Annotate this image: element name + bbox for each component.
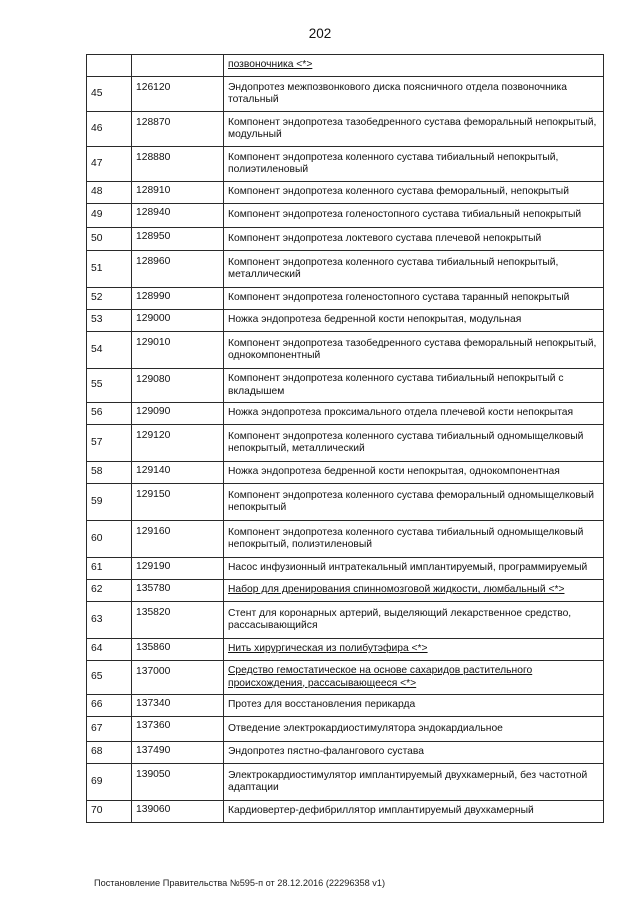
row-number: 47 [87, 147, 132, 182]
row-code: 129160 [132, 521, 224, 558]
row-number: 61 [87, 558, 132, 580]
row-item-name: Протез для восстановления перикарда [224, 695, 604, 717]
row-item-name: Набор для дренирования спинномозговой жидкости, люмбальный <*> [224, 580, 604, 602]
row-code: 135780 [132, 580, 224, 602]
row-number: 60 [87, 521, 132, 558]
row-item-name: Компонент эндопротеза коленного сустава тибиальный непокрытый, металлический [224, 251, 604, 288]
table-row [87, 182, 604, 204]
row-item-name: Компонент эндопротеза коленного сустава феморальный одномыщелковый непокрытый [224, 484, 604, 521]
row-code: 137000 [132, 661, 224, 695]
row-number: 55 [87, 369, 132, 403]
row-number: 59 [87, 484, 132, 521]
row-code: 129080 [132, 369, 224, 403]
table-row [87, 288, 604, 310]
table-row [87, 332, 604, 369]
row-item-name: Компонент эндопротеза коленного сустава тибиальный непокрытый, полиэтиленовый [224, 147, 604, 182]
table-row [87, 425, 604, 462]
row-code: 129140 [132, 462, 224, 484]
row-number: 70 [87, 801, 132, 823]
row-number: 66 [87, 695, 132, 717]
row-code [132, 55, 224, 77]
table-row [87, 204, 604, 228]
row-code: 128940 [132, 204, 224, 228]
row-number: 68 [87, 742, 132, 764]
row-number: 49 [87, 204, 132, 228]
row-number: 54 [87, 332, 132, 369]
row-code: 129000 [132, 310, 224, 332]
table-row [87, 695, 604, 717]
row-item-name: Кардиовертер-дефибриллятор имплантируемый двухкамерный [224, 801, 604, 823]
row-item-name: Компонент эндопротеза коленного сустава феморальный, непокрытый [224, 182, 604, 204]
row-code: 137490 [132, 742, 224, 764]
table-row [87, 521, 604, 558]
row-item-name: Компонент эндопротеза тазобедренного сустава феморальный непокрытый, модульный [224, 112, 604, 147]
registry-table [86, 54, 604, 823]
row-item-name: Средство гемостатическое на основе сахаридов растительного происхождения, рассасывающееся <*> [224, 661, 604, 695]
row-code: 137360 [132, 717, 224, 742]
row-code: 139050 [132, 764, 224, 801]
page-number: 202 [308, 26, 332, 41]
row-number: 56 [87, 403, 132, 425]
row-item-name: Компонент эндопротеза голеностопного сустава тибиальный непокрытый [224, 204, 604, 228]
row-item-name: Компонент эндопротеза коленного сустава тибиальный одномыщелковый непокрытый, полиэтиленовый [224, 521, 604, 558]
row-number: 45 [87, 77, 132, 112]
table-row [87, 403, 604, 425]
row-item-name: Компонент эндопротеза коленного сустава тибиальный одномыщелковый непокрытый, металлический [224, 425, 604, 462]
row-number [87, 55, 132, 77]
row-item-name: Отведение электрокардиостимулятора эндокардиальное [224, 717, 604, 742]
row-item-name: позвоночника <*> [224, 55, 604, 77]
table-row [87, 55, 604, 77]
row-code: 128910 [132, 182, 224, 204]
row-number: 50 [87, 228, 132, 251]
row-item-name: Компонент эндопротеза тазобедренного сустава феморальный непокрытый, однокомпонентный [224, 332, 604, 369]
row-number: 65 [87, 661, 132, 695]
row-number: 64 [87, 639, 132, 661]
row-item-name: Компонент эндопротеза коленного сустава тибиальный непокрытый с вкладышем [224, 369, 604, 403]
row-number: 67 [87, 717, 132, 742]
row-item-name: Нить хирургическая из полибутэфира <*> [224, 639, 604, 661]
row-item-name: Электрокардиостимулятор имплантируемый двухкамерный, без частотной адаптации [224, 764, 604, 801]
table-row [87, 369, 604, 403]
row-code: 139060 [132, 801, 224, 823]
row-code: 129150 [132, 484, 224, 521]
row-code: 137340 [132, 695, 224, 717]
row-code: 129010 [132, 332, 224, 369]
row-item-name: Насос инфузионный интратекальный имплантируемый, программируемый [224, 558, 604, 580]
row-code: 128960 [132, 251, 224, 288]
row-number: 57 [87, 425, 132, 462]
row-code: 128990 [132, 288, 224, 310]
table-row [87, 801, 604, 823]
table-row [87, 580, 604, 602]
table-row [87, 602, 604, 639]
table-row [87, 147, 604, 182]
table-row [87, 112, 604, 147]
table-row [87, 310, 604, 332]
row-number: 48 [87, 182, 132, 204]
row-number: 51 [87, 251, 132, 288]
table-row [87, 717, 604, 742]
row-number: 53 [87, 310, 132, 332]
row-code: 128870 [132, 112, 224, 147]
row-item-name: Ножка эндопротеза бедренной кости непокрытая, модульная [224, 310, 604, 332]
table-row [87, 228, 604, 251]
table-row [87, 484, 604, 521]
row-number: 58 [87, 462, 132, 484]
table-row [87, 251, 604, 288]
row-code: 129190 [132, 558, 224, 580]
row-number: 52 [87, 288, 132, 310]
row-code: 135820 [132, 602, 224, 639]
row-number: 46 [87, 112, 132, 147]
footer-text: Постановление Правительства №595-п от 28.12.2016 (22296358 v1) [94, 878, 386, 888]
row-item-name: Ножка эндопротеза бедренной кости непокрытая, однокомпонентная [224, 462, 604, 484]
row-code: 128880 [132, 147, 224, 182]
table-row [87, 462, 604, 484]
table-row [87, 558, 604, 580]
row-code: 135860 [132, 639, 224, 661]
row-item-name: Эндопротез межпозвонкового диска поясничного отдела позвоночника тотальный [224, 77, 604, 112]
row-number: 62 [87, 580, 132, 602]
table-row [87, 639, 604, 661]
row-item-name: Эндопротез пястно-фалангового сустава [224, 742, 604, 764]
row-number: 63 [87, 602, 132, 639]
row-item-name: Компонент эндопротеза голеностопного сустава таранный непокрытый [224, 288, 604, 310]
row-code: 129090 [132, 403, 224, 425]
row-item-name: Компонент эндопротеза локтевого сустава плечевой непокрытый [224, 228, 604, 251]
row-number: 69 [87, 764, 132, 801]
row-code: 129120 [132, 425, 224, 462]
table-row [87, 77, 604, 112]
table-row [87, 764, 604, 801]
registry-table-body [87, 55, 604, 823]
row-code: 128950 [132, 228, 224, 251]
table-row [87, 661, 604, 695]
table-row [87, 742, 604, 764]
row-item-name: Стент для коронарных артерий, выделяющий лекарственное средство, рассасывающийся [224, 602, 604, 639]
row-item-name: Ножка эндопротеза проксимального отдела плечевой кости непокрытая [224, 403, 604, 425]
row-code: 126120 [132, 77, 224, 112]
